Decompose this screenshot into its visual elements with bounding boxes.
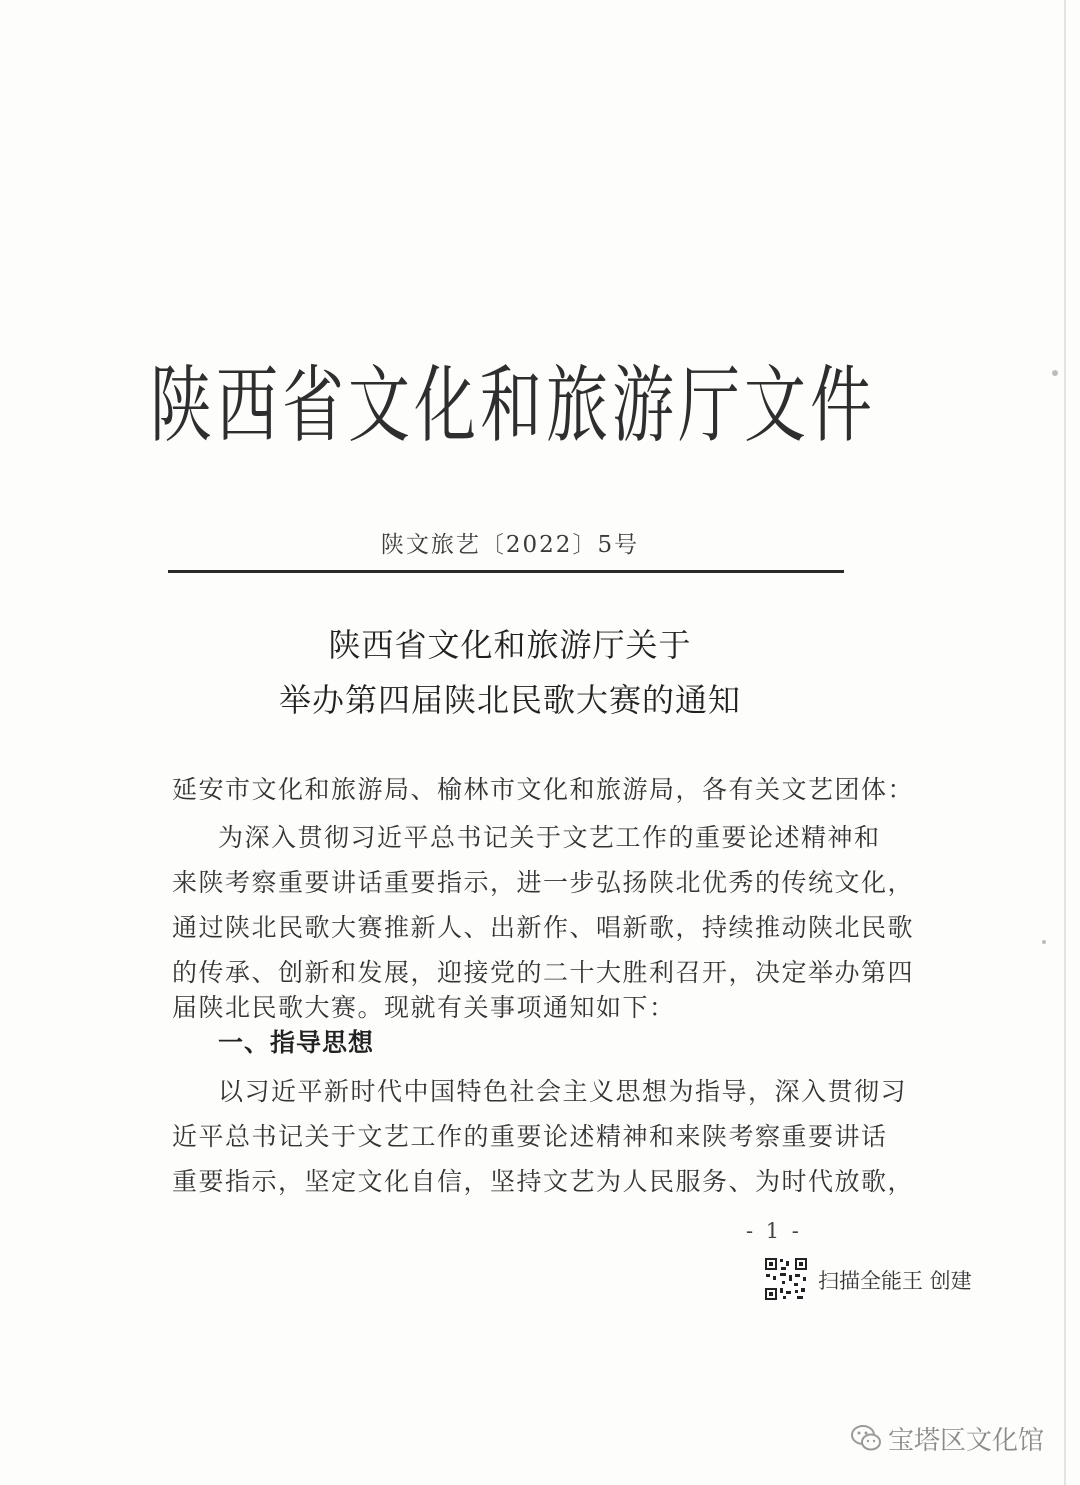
document-header: 陕西省文化和旅游厅文件 bbox=[150, 355, 877, 455]
scan-edge bbox=[1064, 0, 1066, 1485]
scanner-mark bbox=[764, 1257, 1064, 1307]
qr-code-icon bbox=[764, 1257, 808, 1301]
notice-title-line-1: 陕西省文化和旅游厅关于 bbox=[328, 626, 692, 664]
header-divider bbox=[168, 570, 844, 573]
wechat-icon bbox=[850, 1422, 882, 1454]
watermark-label: 宝塔区文化馆 bbox=[888, 1426, 1045, 1456]
scan-speck bbox=[1042, 940, 1046, 944]
body-line: 届陕北民歌大赛。现就有关事项通知如下： bbox=[172, 993, 676, 1022]
body-line: 为深入贯彻习近平总书记关于文艺工作的重要论述精神和 bbox=[218, 823, 881, 852]
scan-speck bbox=[1052, 370, 1058, 376]
body-line: 来陕考察重要讲话重要指示，进一步弘扬陕北优秀的传统文化， bbox=[172, 868, 915, 897]
notice-title-line-2: 举办第四届陕北民歌大赛的通知 bbox=[278, 681, 741, 719]
addressee-line: 延安市文化和旅游局、榆林市文化和旅游局，各有关文艺团体： bbox=[172, 775, 915, 804]
section-body-line: 重要指示，坚定文化自信，坚持文艺为人民服务、为时代放歌， bbox=[172, 1167, 915, 1196]
section-body-line: 近平总书记关于文艺工作的重要论述精神和来陕考察重要讲话 bbox=[172, 1122, 888, 1151]
body-line: 的传承、创新和发展，迎接党的二十大胜利召开，决定举办第四 bbox=[172, 958, 915, 987]
section-heading: 一、指导思想 bbox=[218, 1028, 375, 1057]
scanner-label: 扫描全能王 创建 bbox=[818, 1269, 972, 1293]
body-line: 通过陕北民歌大赛推新人、出新作、唱新歌，持续推动陕北民歌 bbox=[172, 913, 915, 942]
document-number: 陕文旅艺〔2022〕5号 bbox=[380, 532, 640, 558]
page-number: - 1 - bbox=[746, 1219, 802, 1243]
section-body-line: 以习近平新时代中国特色社会主义思想为指导，深入贯彻习 bbox=[218, 1077, 908, 1106]
